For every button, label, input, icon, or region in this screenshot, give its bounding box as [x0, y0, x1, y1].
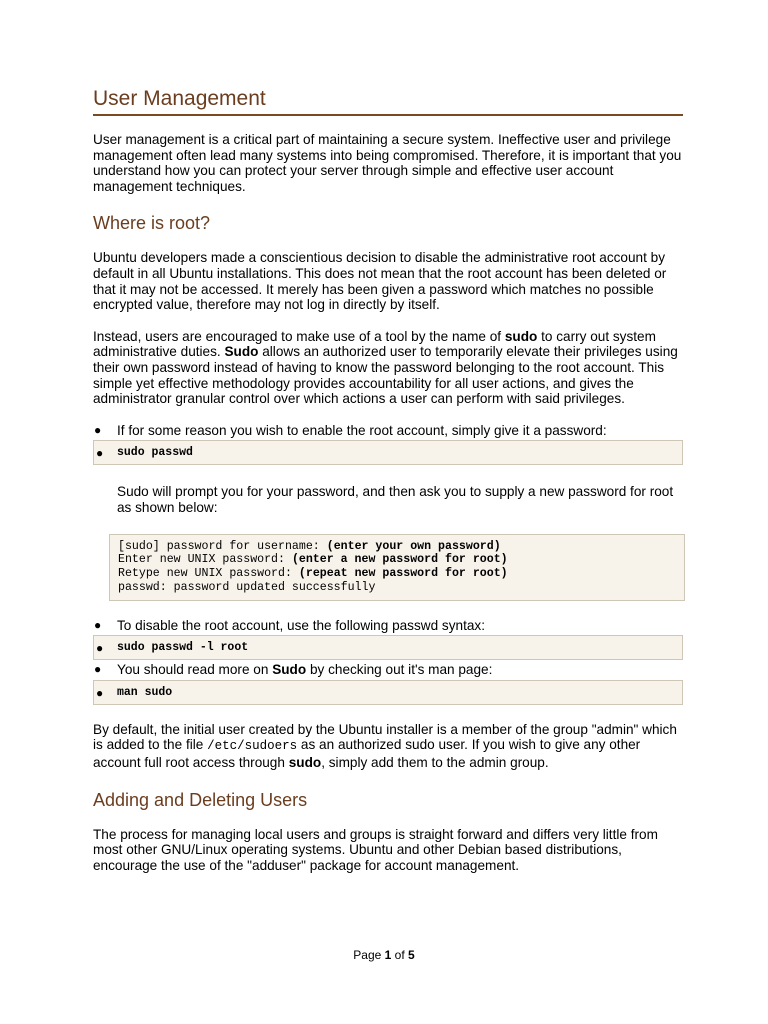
page-title: User Management — [93, 86, 683, 116]
admin-group-paragraph: By default, the initial user created by the Ubuntu installer is a member of the group "admin" which is added to the file /etc/sudoers as an authorized sudo user. If you wish to give any other account full root access through sudo, simply add them to the admin group. — [93, 721, 677, 771]
bullet-icon: ● — [94, 422, 102, 437]
root-disabled-paragraph: Ubuntu developers made a conscientious decision to disable the administrative root account by default in all Ubuntu installations. This does not mean that the root account has been deleted or that it may not be accessed. It merely has been given a password which matches no possible encrypted value, therefore may not log in directly by itself. — [93, 250, 667, 313]
terminal-line: Enter new UNIX password: (enter a new password for root) — [118, 553, 508, 567]
code-sudo-passwd: ● sudo passwd — [93, 440, 683, 465]
intro-paragraph: User management is a critical part of maintaining a secure system. Ineffective user and privilege management often lead many systems into being compromised. Therefore, it is important that you understand how you can protect your server through simple and effective user account management techniques. — [93, 132, 682, 194]
list-item-disable-root: ● To disable the root account, use the following passwd syntax: — [94, 617, 485, 633]
current-page-number: 1 — [384, 948, 392, 962]
bullet-icon: ● — [94, 617, 102, 632]
section-heading-adding-deleting-users: Adding and Deleting Users — [93, 789, 308, 810]
section-heading-where-is-root: Where is root? — [93, 213, 211, 234]
terminal-line: Retype new UNIX password: (repeat new password for root) — [118, 567, 508, 581]
list-item-man-page: ● You should read more on Sudo by checking out it's man page: — [94, 662, 493, 678]
total-page-count: 5 — [408, 948, 415, 962]
bullet-icon: ● — [96, 641, 104, 656]
terminal-line: passwd: password updated successfully — [118, 580, 376, 594]
list-item-enable-root: ● If for some reason you wish to enable the root account, simply give it a password: — [94, 422, 607, 438]
sudo-paragraph: Instead, users are encouraged to make use of a tool by the name of sudo to carry out system administrative duties. Sudo allows an authorized user to temporarily elevate their privileges using their own password instead of having to know the password belonging to the root account. This simple yet effective methodology provides accountability for all user actions, and gives the administrator granular control over which actions a user can perform with said privileges. — [93, 328, 678, 407]
terminal-output-box — [109, 534, 685, 601]
code-man-sudo: ● man sudo — [93, 680, 683, 705]
terminal-line: [sudo] password for username: (enter your own password) — [118, 539, 501, 553]
page-footer: Page 1 of 5 — [353, 948, 415, 962]
bullet-icon: ● — [94, 662, 102, 677]
bullet-icon: ● — [96, 685, 104, 700]
adduser-paragraph: The process for managing local users and groups is straight forward and differs very little from most other GNU/Linux operating systems. Ubuntu and other Debian based distributions, encourage the use of the "adduser" package for account management. — [93, 826, 658, 873]
bullet-icon: ● — [96, 446, 104, 461]
sudo-prompt-paragraph: Sudo will prompt you for your password, and then ask you to supply a new password for root as shown below: — [117, 484, 674, 515]
code-sudo-passwd-lock: ● sudo passwd -l root — [93, 635, 683, 660]
page-content — [93, 86, 683, 873]
